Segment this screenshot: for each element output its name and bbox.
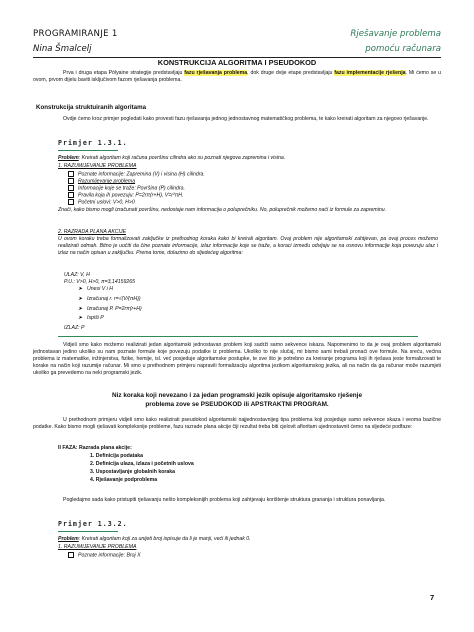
algo-step: ➤ Izračunaj P. P=2rπ(r+H): [78, 306, 142, 312]
checkbox-square-icon: [68, 552, 74, 558]
list-item: Početni uslovi: V>0, H>0: [68, 199, 135, 206]
section-heading: Konstrukcija struktuiranih algoritama: [36, 104, 147, 111]
page-title: KONSTRUKCIJA ALGORITMA I PSEUDOKOD: [157, 58, 317, 67]
arrow-right-icon: ➤: [78, 315, 83, 321]
intro-paragraph: Prva i druga etapa Pólyaine strategije predstavljaju fazu rješavanja problema, dok druge dvije etape predstavljaju fazu implementacije rješenja. Mi ćemo se u ovom, prvom dijelu baviti isključivom fazom rješavanja problema.: [33, 70, 442, 84]
checkbox-square-icon: [68, 185, 74, 191]
phase-item: 3. Uspostavljanje globalnih koraka: [90, 469, 176, 475]
callout-line: Niz koraka koji nevezano i za jedan programski jezik opisuje algoritamsko rješenje: [111, 392, 363, 399]
algo-step: ➤ Ispiši P: [78, 315, 104, 321]
phase-item: 1. Definicija podataka: [90, 453, 144, 459]
checkbox-square-icon: [68, 192, 74, 198]
list-item: Poznate informacije: Zapremina (V) i visina (H) cilindra.: [68, 171, 205, 178]
phase-item: 2. Definicija ulaza, izlaza i početnih uslova: [90, 461, 194, 467]
body-paragraph: Pogledajmo sada kako pristupiti rješavanju nešto kompleksnijih problema koji zahtjevaju korištenje struktura grananja i struktura ponavljanja.: [63, 497, 386, 503]
list-item: Pravila koja ih povezuju: P=2rπ(r+H), V=r²πH.: [68, 192, 183, 199]
body-paragraph: Vidjeli smo kako možemo realizirati jedan algoritamski jednostavan problem koji sadrži samo sekvence iskaza. Napomenimo to da je ovaj problem algoritamski jednostavan jedino ukoliko su nam poznate formule koje povezuju podatke iz problema. Ukoliko to nije slučaj, mi bismo sami trebali pronaći ove formule. Na sreću, većina problema iz matematike, inžinjerstva, fizike, hemije, isl. već posjeduje algoritamske postupke, te sve što je potrebno za kreiranje programa koji ih rješava jeste formalizovati te korake na način koji razumije računar. Mi smo u prethodnom primjeru napravili formalizaciju algoritma jezikom algoritamskog jezika, ali na način da ga računar može razumjeti ukoliko ga prevedemo na neki programski jezik.: [33, 342, 441, 377]
phase-item: 4. Rješavanje podproblema: [90, 477, 158, 483]
algo-precondition: P.U.: V>0, H>0, π=3,14159265: [64, 279, 136, 285]
checkbox-square-icon: [68, 199, 74, 205]
highlight-phase2: fazu implementacije rješenja: [334, 70, 406, 76]
step-understanding: 1. RAZUMIJEVANJE PROBLEMA: [58, 544, 137, 550]
example-underline: [58, 150, 118, 151]
list-item: Razumijevanje problema: [68, 178, 135, 185]
checkbox-square-icon: [68, 171, 74, 177]
plan-paragraph: U ovom koraku treba formalizovati zaključke iz prethodnog koraka kako bi kreirali algoritam. Ovaj problem nije algoritamski zahtjevan, pa ovaj proces možemo realizirati odmah. Bitno je uočiti da čine poznate informacije, izlaz informacije koje se traže, a koraci između odvijaju se na osnovu informacije koja povezuju ulaz i izlaz na način opisan u zaključku. Prema tome, dolazimo do sljedećeg algoritma:: [58, 236, 438, 257]
phase-title: II FAZA: Razrada plana akcije:: [58, 445, 132, 451]
step-plan: 2. RAZRADA PLANA AKCIJE: [58, 229, 127, 235]
body-paragraph: U prethodnom primjeru vidjeli smo kako realizirati pseudokod algoritamski najjednostavnijeg tipa problema koji posjeduje samo sekvence skaza i veoma bazične podatke. Kako bismo mogli rješavati kompleksnije probleme, fazu razrade plana akcije čiji rezultat treba biti cjelovit afloritam ujednostavnit ćemo na sljedeće podfaze:: [33, 417, 441, 431]
note-paragraph: Znači, kako bismo mogli izračunati površinu, nedostaje nam informacija o poluprečniku. No, poluprečnik možemo naći iz formule za zapreminu.: [58, 207, 387, 213]
problem-statement: Problem: Kreirati algoritam koji za unijeti broj ispisuje da li je manji, veći ili jednak 0.: [58, 536, 251, 542]
arrow-right-icon: ➤: [78, 306, 83, 312]
algo-input: ULAZ: V, H: [64, 272, 90, 278]
page-number: 7: [430, 593, 435, 602]
problem-statement: Problem: Kreirati algoritam koji računa površinu cilindra ako su poznati njegova zapremina i visina.: [58, 155, 286, 161]
list-item: Poznate informacije: Broj X: [68, 552, 141, 559]
algo-step: ➤ Unesi V i H: [78, 286, 113, 292]
example-label: Primjer 1.3.2.: [58, 520, 128, 528]
example-underline: [58, 531, 118, 532]
callout-line: problema zove se PSEUDOKOD ili APSTRAKTNI PROGRAM.: [145, 401, 329, 408]
list-item: Informacije koje se traže: Površina (P) cilindra.: [68, 185, 185, 192]
step-understanding: 1. RAZUMIJEVANJE PROBLEMA: [58, 163, 137, 169]
algo-output: IZLAZ: P: [64, 325, 85, 331]
arrow-right-icon: ➤: [78, 296, 83, 302]
header-course: PROGRAMIRANJE 1: [33, 29, 118, 39]
algo-step: ➤ Izračunaj r. r=√(V/(πH)): [78, 296, 141, 302]
example-end-rule: [58, 336, 418, 337]
header-topic-line2: pomoću računara: [365, 44, 441, 54]
header-author: Nina Šmalcelj: [33, 44, 92, 54]
header-topic-line1: Rješavanje problema: [350, 29, 441, 39]
arrow-right-icon: ➤: [78, 286, 83, 292]
checkbox-square-icon: [68, 178, 74, 184]
section-paragraph: Ovdje ćemo kroz primjer pogledati kako provesti fazu rješavanja jednog jednostavnog matematičkog problema, te kako kreirati algoritam za njegovo rješavanje.: [63, 116, 429, 122]
highlight-phase1: fazu rješavanja problema: [184, 70, 248, 76]
example-label: Primjer 1.3.1.: [58, 139, 128, 147]
